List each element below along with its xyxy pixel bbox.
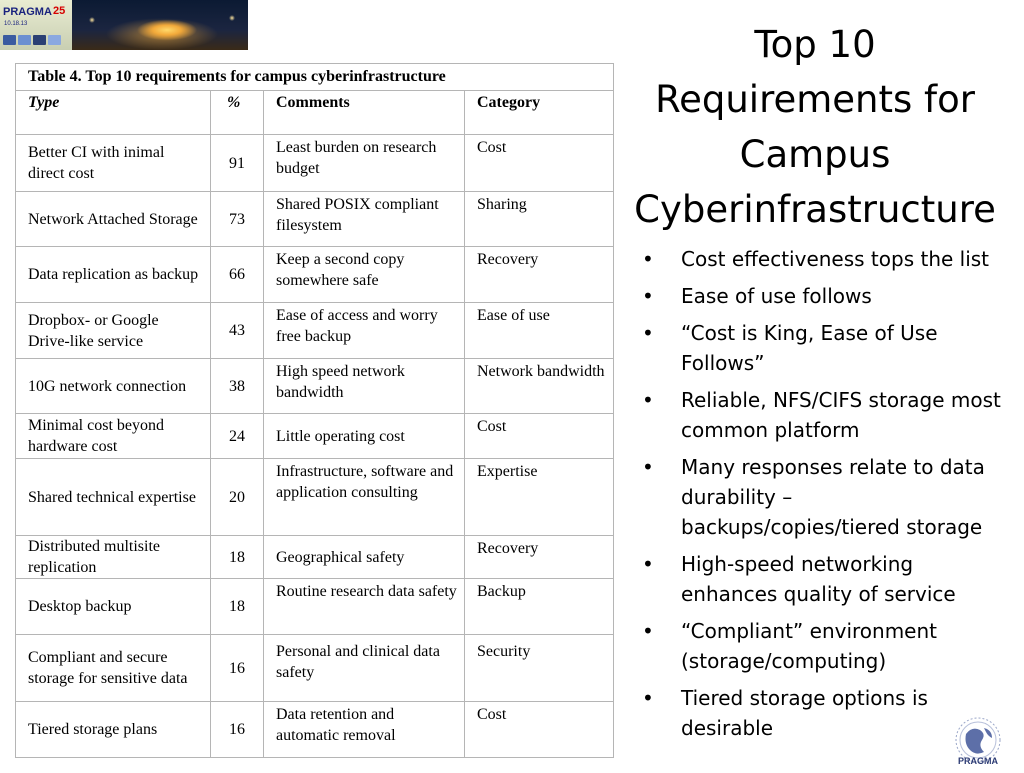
- cell-comment: Data retention and automatic removal: [264, 702, 465, 758]
- cell-category: Sharing: [465, 192, 614, 247]
- banner-number: 25: [53, 5, 66, 17]
- bullet-text: Many responses relate to data durability – backups/copies/tiered storage: [681, 455, 985, 539]
- cell-comment: Geographical safety: [264, 536, 465, 579]
- cell-category: Security: [465, 635, 614, 702]
- cell-percent: 73: [211, 192, 264, 247]
- bullet-dot: •: [642, 619, 654, 643]
- cell-category: Expertise: [465, 459, 614, 536]
- cell-type: 10G network connection: [16, 359, 211, 414]
- bullet-list: [640, 244, 1010, 750]
- cell-type: Minimal cost beyond hardware cost: [16, 414, 211, 459]
- cell-percent: 20: [211, 459, 264, 536]
- cell-percent: 66: [211, 247, 264, 303]
- cell-comment: Personal and clinical data safety: [264, 635, 465, 702]
- cell-comment: Little operating cost: [264, 414, 465, 459]
- bullet-text: Tiered storage options is desirable: [681, 686, 928, 740]
- bullet-dot: •: [642, 247, 654, 271]
- cell-category: Backup: [465, 579, 614, 635]
- bullet-text: “Cost is King, Ease of Use Follows”: [681, 321, 938, 375]
- bullet-text: Ease of use follows: [681, 284, 872, 308]
- title-line: Campus: [739, 133, 891, 176]
- table-caption: Table 4. Top 10 requirements for campus cyberinfrastructure: [16, 64, 614, 91]
- table-row: [16, 135, 614, 192]
- cell-category: Recovery: [465, 247, 614, 303]
- banner-icon: [3, 35, 16, 45]
- table-row: [16, 702, 614, 758]
- cell-category: Network bandwidth: [465, 359, 614, 414]
- bullet-dot: •: [642, 552, 654, 576]
- cell-type: Tiered storage plans: [16, 702, 211, 758]
- cell-type: Dropbox- or Google Drive-like service: [16, 303, 211, 359]
- cell-comment: Least burden on research budget: [264, 135, 465, 192]
- table-row: [16, 459, 614, 536]
- table-row: [16, 303, 614, 359]
- cell-category: Recovery: [465, 536, 614, 579]
- cell-comment: Shared POSIX compliant filesystem: [264, 192, 465, 247]
- banner-brand: PRAGMA: [3, 6, 52, 18]
- title-line: Requirements for: [655, 78, 975, 121]
- table-row: [16, 414, 614, 459]
- cell-category: Ease of use: [465, 303, 614, 359]
- bullet-item: [640, 452, 1010, 542]
- header-banner: [0, 0, 248, 50]
- banner-icons: [3, 35, 61, 45]
- bullet-text: “Compliant” environment (storage/computing): [681, 619, 938, 673]
- requirements-table-container: [15, 63, 613, 758]
- cell-comment: Keep a second copy somewhere safe: [264, 247, 465, 303]
- bullet-item: [640, 616, 1010, 676]
- cell-comment: High speed network bandwidth: [264, 359, 465, 414]
- bullet-text: Cost effectiveness tops the list: [681, 247, 990, 271]
- cell-category: Cost: [465, 414, 614, 459]
- table-header-row: [16, 91, 614, 135]
- cell-percent: 91: [211, 135, 264, 192]
- cell-percent: 18: [211, 536, 264, 579]
- cell-percent: 43: [211, 303, 264, 359]
- stadium-photo: [72, 0, 248, 50]
- header-percent: %: [211, 91, 264, 135]
- table-row: [16, 536, 614, 579]
- bullet-item: [640, 244, 1010, 274]
- table-row: [16, 635, 614, 702]
- cell-percent: 18: [211, 579, 264, 635]
- banner-date: 10.18.13: [4, 21, 28, 27]
- bullet-dot: •: [642, 284, 654, 308]
- bullet-dot: •: [642, 686, 654, 710]
- cell-type: Compliant and secure storage for sensitive data: [16, 635, 211, 702]
- cell-type: Distributed multisite replication: [16, 536, 211, 579]
- cell-percent: 38: [211, 359, 264, 414]
- bullet-dot: •: [642, 455, 654, 479]
- pragma-footer-logo: [948, 712, 1020, 768]
- bullet-text: Reliable, NFS/CIFS storage most common platform: [681, 388, 1001, 442]
- cell-percent: 16: [211, 702, 264, 758]
- header-type: Type: [16, 91, 211, 135]
- bullet-dot: •: [642, 388, 654, 412]
- table-row: [16, 247, 614, 303]
- cell-type: Shared technical expertise: [16, 459, 211, 536]
- bullet-item: [640, 281, 1010, 311]
- bullet-item: [640, 318, 1010, 378]
- requirements-table: [15, 63, 614, 758]
- cell-type: Better CI with inimal direct cost: [16, 135, 211, 192]
- title-line: Top 10: [754, 23, 876, 66]
- header-category: Category: [465, 91, 614, 135]
- cell-comment: Infrastructure, software and application consulting: [264, 459, 465, 536]
- cell-type: Network Attached Storage: [16, 192, 211, 247]
- slide-title: [620, 17, 1010, 237]
- title-line: Cyberinfrastructure: [634, 188, 996, 231]
- footer-logo-text: PRAGMA: [958, 756, 998, 766]
- cell-category: Cost: [465, 135, 614, 192]
- banner-icon: [18, 35, 31, 45]
- table-row: [16, 192, 614, 247]
- cell-comment: Routine research data safety: [264, 579, 465, 635]
- cell-comment: Ease of access and worry free backup: [264, 303, 465, 359]
- bullet-item: [640, 549, 1010, 609]
- table-row: [16, 359, 614, 414]
- cell-percent: 24: [211, 414, 264, 459]
- banner-icon: [33, 35, 46, 45]
- banner-icon: [48, 35, 61, 45]
- cell-type: Desktop backup: [16, 579, 211, 635]
- banner-brand-panel: [0, 0, 72, 50]
- bullet-dot: •: [642, 321, 654, 345]
- cell-category: Cost: [465, 702, 614, 758]
- globe-logo-icon: [948, 712, 1020, 768]
- table-row: [16, 579, 614, 635]
- bullet-text: High-speed networking enhances quality of service: [681, 552, 956, 606]
- bullet-item: [640, 385, 1010, 445]
- cell-type: Data replication as backup: [16, 247, 211, 303]
- header-comments: Comments: [264, 91, 465, 135]
- cell-percent: 16: [211, 635, 264, 702]
